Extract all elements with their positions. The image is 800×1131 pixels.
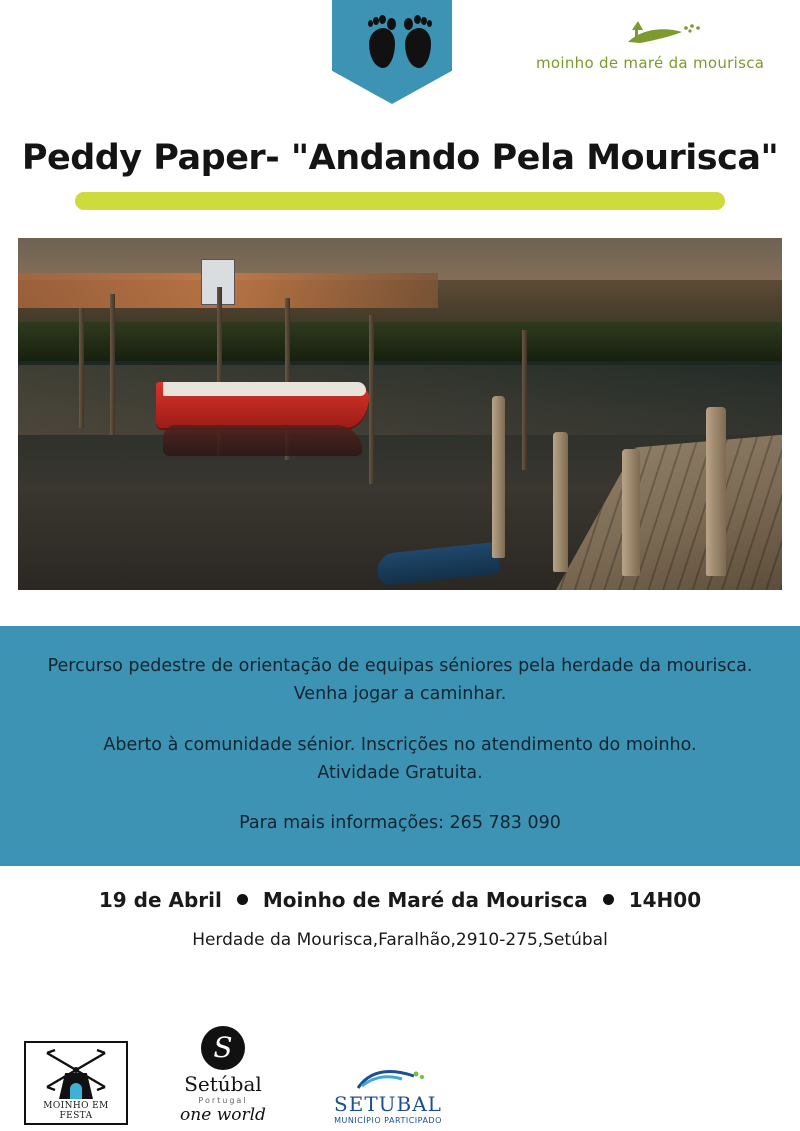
- event-when-where: [0, 888, 800, 912]
- setubal-sub: Portugal: [198, 1096, 248, 1105]
- info-paragraph-4: Atividade Gratuita.: [317, 763, 483, 784]
- hero-photo: [18, 238, 782, 590]
- logo-moinho-em-festa: [24, 1041, 128, 1125]
- logo-setubal-one-world: [158, 1026, 288, 1125]
- windmill-icon: [28, 1047, 124, 1099]
- separator-dot-icon: [603, 894, 614, 905]
- title-block: [0, 138, 800, 210]
- info-paragraph-2: Venha jogar a caminhar.: [293, 684, 507, 705]
- event-date: 19 de Abril: [98, 887, 222, 912]
- separator-dot-icon: [237, 894, 248, 905]
- right-foot-icon: [403, 12, 433, 68]
- water-swoosh-icon: [318, 1066, 458, 1092]
- one-world-text: one world: [180, 1105, 266, 1125]
- page-title: Peddy Paper- "Andando Pela Mourisca": [21, 138, 779, 178]
- partner-wordmark: moinho de maré da mourisca: [536, 54, 765, 72]
- info-panel: [0, 626, 800, 866]
- event-time: 14H00: [628, 887, 702, 912]
- windmill-bird-icon: [536, 16, 756, 54]
- title-underline: [75, 192, 725, 210]
- s-circle-icon: S: [201, 1026, 245, 1070]
- info-paragraph-1: Percurso pedestre de orientação de equipas séniores pela herdade da mourisca.: [47, 656, 753, 676]
- setubal-name: Setúbal: [184, 1072, 262, 1096]
- footer-logos: [0, 1015, 800, 1125]
- left-foot-icon: [367, 12, 397, 68]
- event-address: Herdade da Mourisca,Faralhão,2910-275,Setúbal: [192, 929, 608, 950]
- partner-logo: [536, 16, 765, 72]
- municipio-title: SETUBAL: [334, 1092, 442, 1116]
- municipio-sub: MUNICÍPIO PARTICIPADO: [334, 1116, 442, 1125]
- logo-caption: MOINHO EM FESTA: [43, 1101, 109, 1121]
- event-place: Moinho de Maré da Mourisca: [262, 887, 588, 912]
- poster-header: [0, 0, 800, 120]
- logo-municipio-setubal: [318, 1066, 458, 1125]
- info-contact: Para mais informações: 265 783 090: [239, 813, 561, 834]
- info-paragraph-3: Aberto à comunidade sénior. Inscrições no atendimento do moinho.: [103, 734, 697, 755]
